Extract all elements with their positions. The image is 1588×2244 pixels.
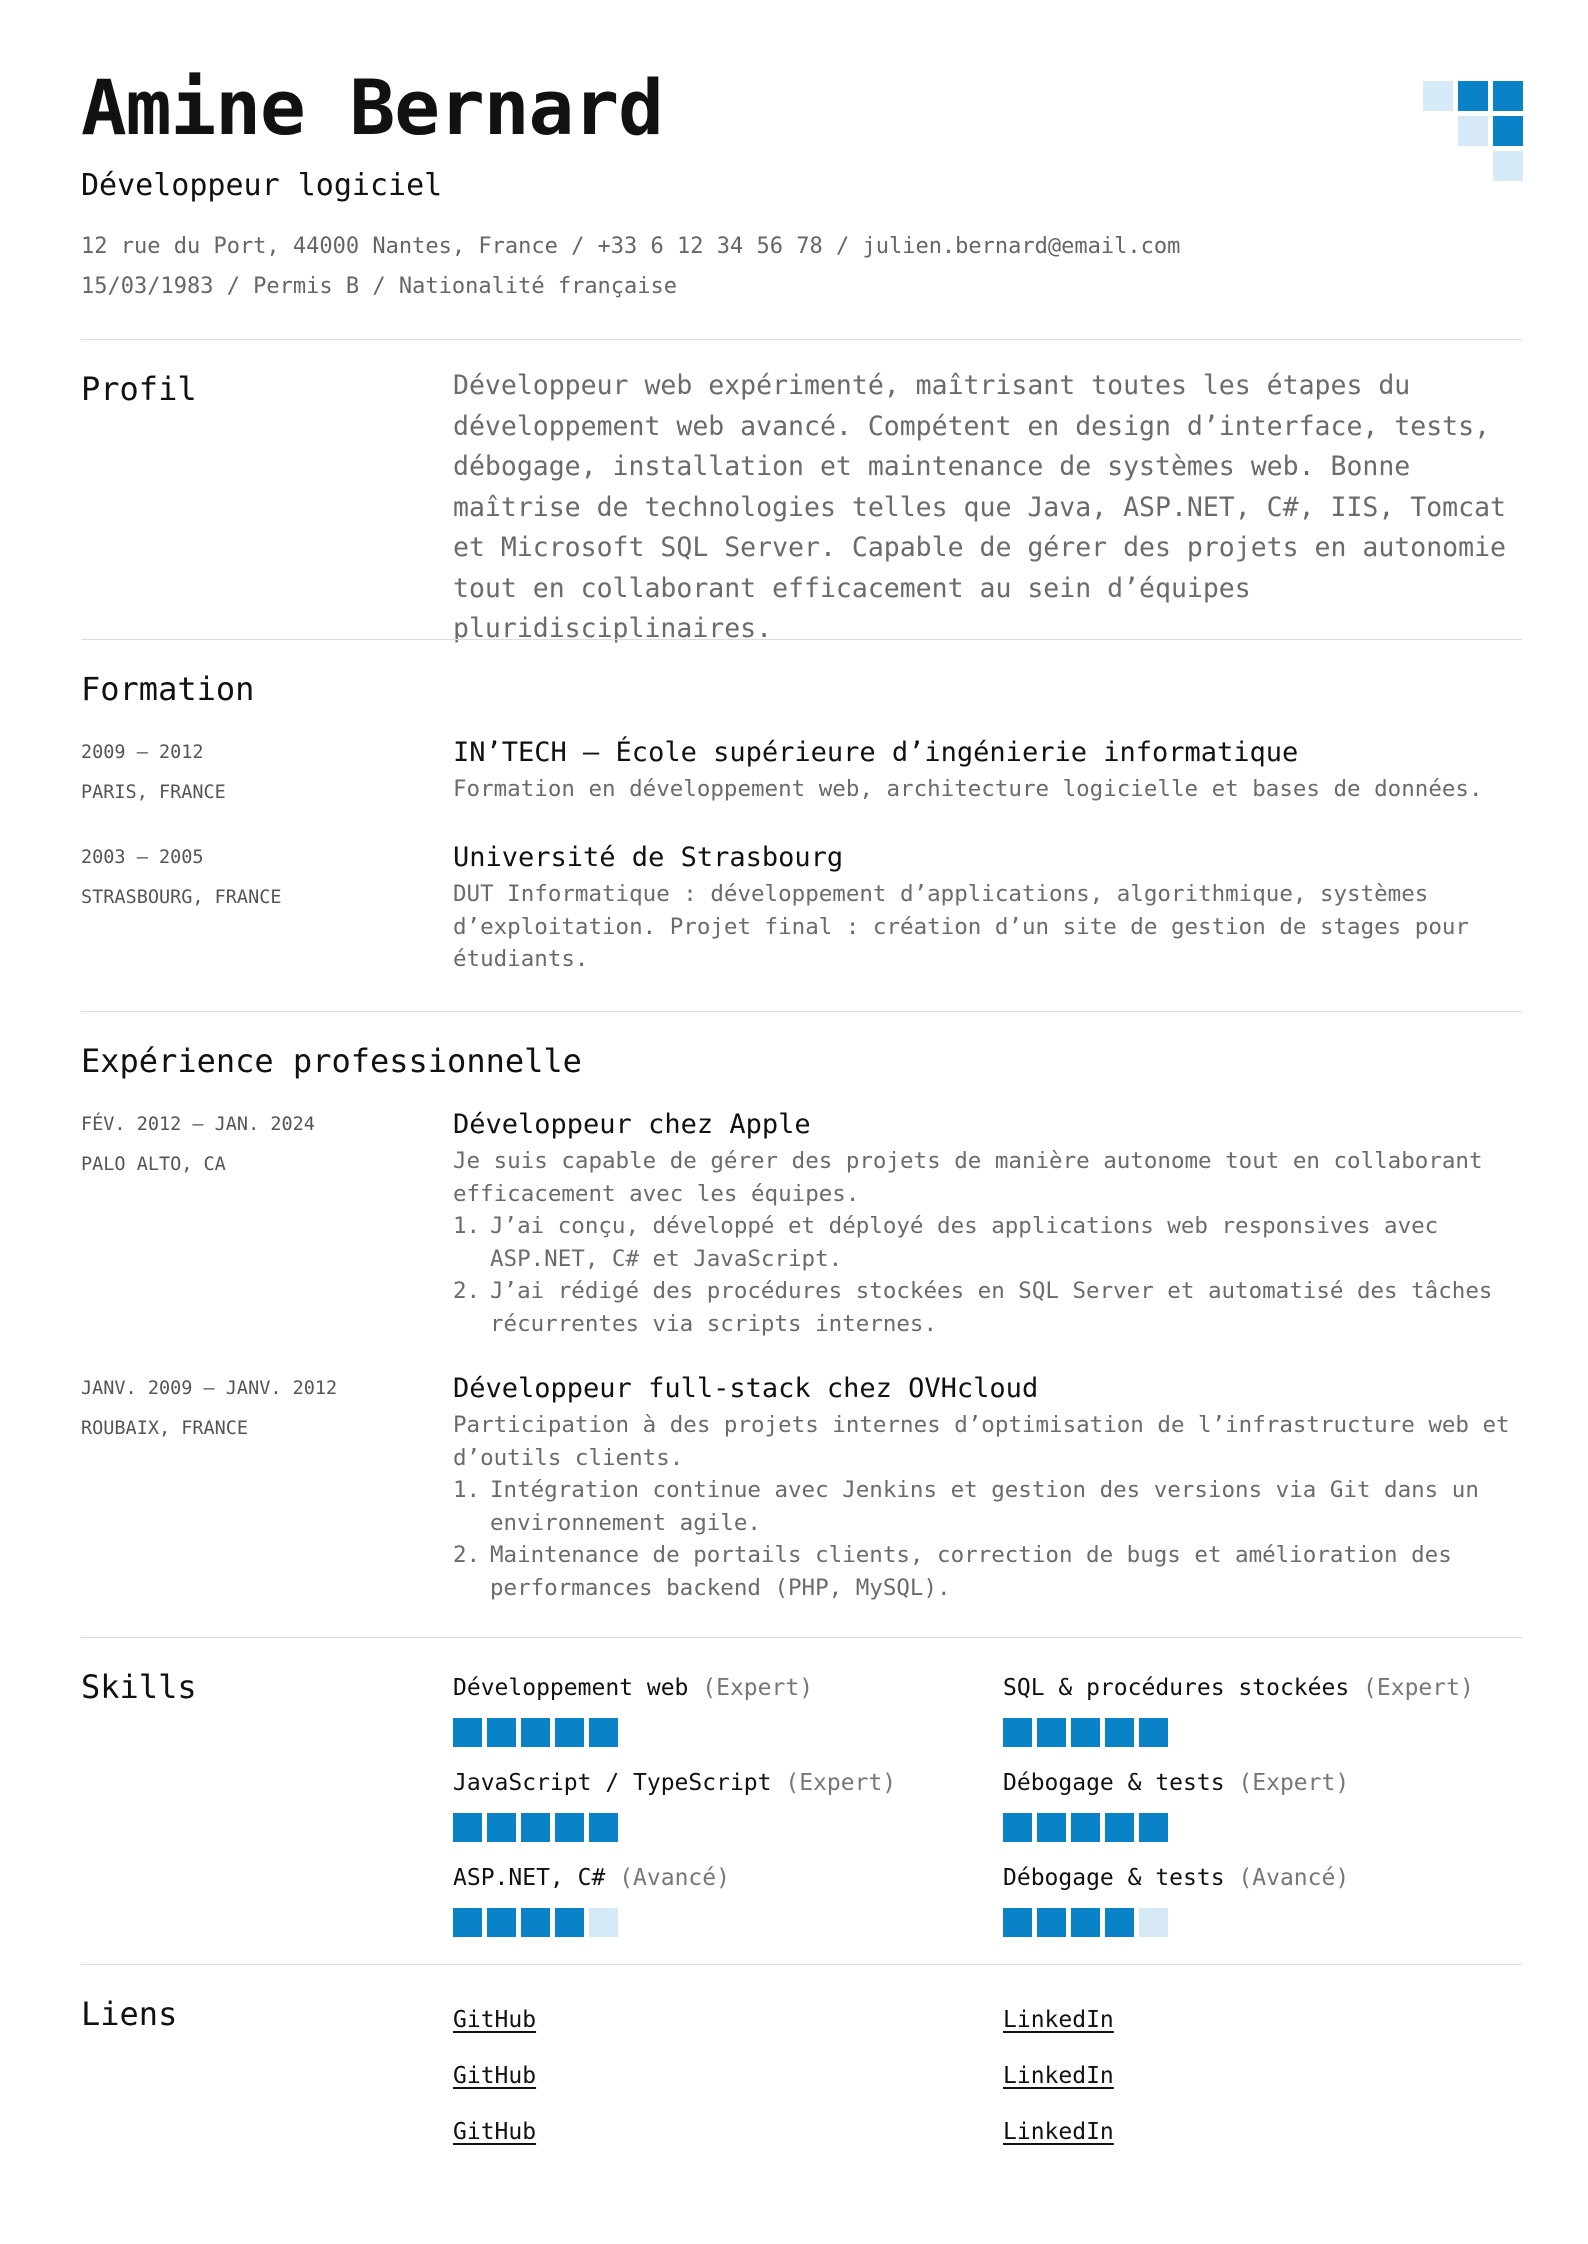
entry-dates: FÉV. 2012 – JAN. 2024 xyxy=(81,1114,315,1135)
skill-item xyxy=(1003,1862,1523,1938)
link-github[interactable]: GitHub xyxy=(453,2063,537,2089)
skill-level: (Expert) xyxy=(1238,1770,1350,1796)
section-title-profile: Profil xyxy=(81,370,197,408)
section-divider xyxy=(81,1637,1522,1638)
logo-square-dark xyxy=(1493,81,1523,111)
profile-text: Développeur web expérimenté, maîtrisant toutes les étapes du développement web avancé. Compétent en design d’interface, tests, débogage, installation et maintenance de systèmes web. Bonne maîtrise de technologies telles que Java, ASP.NET, C#, IIS, Tomcat et Microsoft SQL Server. Capable de gérer des projets en autonomie tout en collaborant efficacement au sein d’équipes pluridisciplinaires. xyxy=(453,370,1506,644)
entry-dates: 2009 – 2012 xyxy=(81,742,204,763)
skill-rating-cell-filled xyxy=(1139,1813,1168,1842)
skill-level: (Expert) xyxy=(702,1675,814,1701)
skill-name: JavaScript / TypeScript xyxy=(453,1770,772,1796)
skill-rating-cell-filled xyxy=(555,1718,584,1747)
link-github[interactable]: GitHub xyxy=(453,2007,537,2033)
skill-level: (Avancé) xyxy=(1238,1865,1350,1891)
list-item-number: 2. xyxy=(453,1278,481,1304)
skill-level: (Expert) xyxy=(1363,1675,1474,1701)
list-item-text: J’ai conçu, développé et déployé des applications web responsives avec ASP.NET, C# et JavaScript. xyxy=(490,1213,1439,1272)
list-item xyxy=(453,1539,1523,1604)
entry-heading: IN’TECH – École supérieure d’ingénierie informatique xyxy=(453,737,1299,768)
skill-rating-cell-empty xyxy=(1139,1908,1168,1937)
skill-rating-bar xyxy=(1003,1813,1523,1843)
section-title-skills: Skills xyxy=(81,1668,197,1706)
skill-rating-cell-filled xyxy=(1071,1908,1100,1937)
skill-rating-bar xyxy=(453,1908,973,1938)
entry-heading: Développeur full-stack chez OVHcloud xyxy=(453,1373,1039,1404)
skill-rating-cell-filled xyxy=(521,1813,550,1842)
profile-section xyxy=(453,366,1523,650)
skill-rating-cell-filled xyxy=(453,1718,482,1747)
entry-description: DUT Informatique : développement d’applications, algorithmique, systèmes d’exploitation. Projet final : création d’un site de gestion de stages pour étudiants. xyxy=(453,881,1469,972)
achievement-list xyxy=(453,1210,1523,1340)
list-item-text: J’ai rédigé des procédures stockées en SQL Server et automatisé des tâches récurrentes via scripts internes. xyxy=(490,1278,1493,1337)
skill-rating-cell-filled xyxy=(1105,1718,1134,1747)
skill-name: SQL & procédures stockées xyxy=(1003,1675,1350,1701)
skill-rating-cell-filled xyxy=(1003,1718,1032,1747)
skill-rating-cell-filled xyxy=(1105,1908,1134,1937)
skill-rating-bar xyxy=(453,1813,973,1843)
skill-rating-cell-filled xyxy=(487,1908,516,1937)
list-item xyxy=(453,1210,1523,1275)
skill-item xyxy=(453,1672,973,1748)
pixel-logo-icon xyxy=(1423,81,1523,181)
skill-rating-cell-filled xyxy=(555,1908,584,1937)
link-github[interactable]: GitHub xyxy=(453,2119,537,2145)
contact-birthdate-license-nationality: 15/03/1983 / Permis B / Nationalité française xyxy=(81,274,678,299)
skill-rating-cell-filled xyxy=(453,1813,482,1842)
entry-location: PALO ALTO, CA xyxy=(81,1154,226,1175)
list-item xyxy=(453,1275,1523,1340)
skill-name: Débogage & tests xyxy=(1003,1865,1225,1891)
skill-item xyxy=(1003,1767,1523,1843)
skill-item xyxy=(453,1862,973,1938)
logo-square-light xyxy=(1458,116,1488,146)
entry-dates: JANV. 2009 – JANV. 2012 xyxy=(81,1378,338,1399)
section-title-links: Liens xyxy=(81,1995,178,2033)
section-title-education: Formation xyxy=(81,670,255,708)
entry-location: PARIS, FRANCE xyxy=(81,782,226,803)
skill-rating-cell-filled xyxy=(1037,1718,1066,1747)
entry-heading: Développeur chez Apple xyxy=(453,1109,811,1140)
list-item-number: 1. xyxy=(453,1477,481,1503)
skill-name: Débogage & tests xyxy=(1003,1770,1225,1796)
skill-rating-cell-filled xyxy=(1139,1718,1168,1747)
skill-rating-cell-filled xyxy=(487,1813,516,1842)
contact-address-phone-email: 12 rue du Port, 44000 Nantes, France / +33 6 12 34 56 78 / julien.bernard@email.com xyxy=(81,234,1181,259)
skill-rating-cell-empty xyxy=(589,1908,618,1937)
skill-rating-bar xyxy=(453,1718,973,1748)
candidate-name: Amine Bernard xyxy=(81,63,663,152)
entry-description: Je suis capable de gérer des projets de manière autonome tout en collaborant efficacement avec les équipes. xyxy=(453,1148,1483,1207)
section-divider xyxy=(81,1011,1522,1012)
list-item xyxy=(453,1474,1523,1539)
list-item-number: 2. xyxy=(453,1542,481,1568)
skill-rating-cell-filled xyxy=(1003,1813,1032,1842)
section-divider xyxy=(81,1964,1522,1965)
skill-rating-cell-filled xyxy=(1037,1813,1066,1842)
link-linkedin[interactable]: LinkedIn xyxy=(1003,2007,1114,2033)
job-title: Développeur logiciel xyxy=(81,168,443,203)
skill-rating-cell-filled xyxy=(1105,1813,1134,1842)
list-item-text: Intégration continue avec Jenkins et gestion des versions via Git dans un environnement agile. xyxy=(490,1477,1479,1536)
entry-location: STRASBOURG, FRANCE xyxy=(81,887,282,908)
skill-rating-cell-filled xyxy=(453,1908,482,1937)
logo-square-light xyxy=(1493,151,1523,181)
section-divider xyxy=(81,639,1522,640)
skill-rating-cell-filled xyxy=(1003,1908,1032,1937)
skill-name: Développement web xyxy=(453,1675,689,1701)
list-item-text: Maintenance de portails clients, correction de bugs et amélioration des performances backend (PHP, MySQL). xyxy=(490,1542,1452,1601)
entry-dates: 2003 – 2005 xyxy=(81,847,204,868)
logo-square-light xyxy=(1423,81,1453,111)
skill-rating-bar xyxy=(1003,1718,1523,1748)
skill-rating-cell-filled xyxy=(1071,1718,1100,1747)
entry-location: ROUBAIX, FRANCE xyxy=(81,1418,249,1439)
skill-level: (Expert) xyxy=(785,1770,897,1796)
entry-description: Formation en développement web, architecture logicielle et bases de données. xyxy=(453,776,1483,802)
logo-square-dark xyxy=(1458,81,1488,111)
section-title-experience: Expérience professionnelle xyxy=(81,1042,582,1080)
link-linkedin[interactable]: LinkedIn xyxy=(1003,2063,1114,2089)
list-item-number: 1. xyxy=(453,1213,481,1239)
entry-description: Participation à des projets internes d’optimisation de l’infrastructure web et d’outils clients. xyxy=(453,1412,1510,1471)
skill-item xyxy=(453,1767,973,1843)
skill-name: ASP.NET, C# xyxy=(453,1865,606,1891)
section-divider xyxy=(81,339,1522,340)
skill-rating-cell-filled xyxy=(589,1718,618,1747)
skill-rating-cell-filled xyxy=(487,1718,516,1747)
skill-item xyxy=(1003,1672,1523,1748)
achievement-list xyxy=(453,1474,1523,1604)
logo-square-dark xyxy=(1493,116,1523,146)
skill-rating-cell-filled xyxy=(555,1813,584,1842)
skill-rating-cell-filled xyxy=(1037,1908,1066,1937)
skill-rating-cell-filled xyxy=(1071,1813,1100,1842)
skill-rating-cell-filled xyxy=(521,1908,550,1937)
entry-heading: Université de Strasbourg xyxy=(453,842,844,873)
skill-rating-cell-filled xyxy=(589,1813,618,1842)
skill-rating-bar xyxy=(1003,1908,1523,1938)
skill-level: (Avancé) xyxy=(619,1865,730,1891)
skill-rating-cell-filled xyxy=(521,1718,550,1747)
link-linkedin[interactable]: LinkedIn xyxy=(1003,2119,1114,2145)
